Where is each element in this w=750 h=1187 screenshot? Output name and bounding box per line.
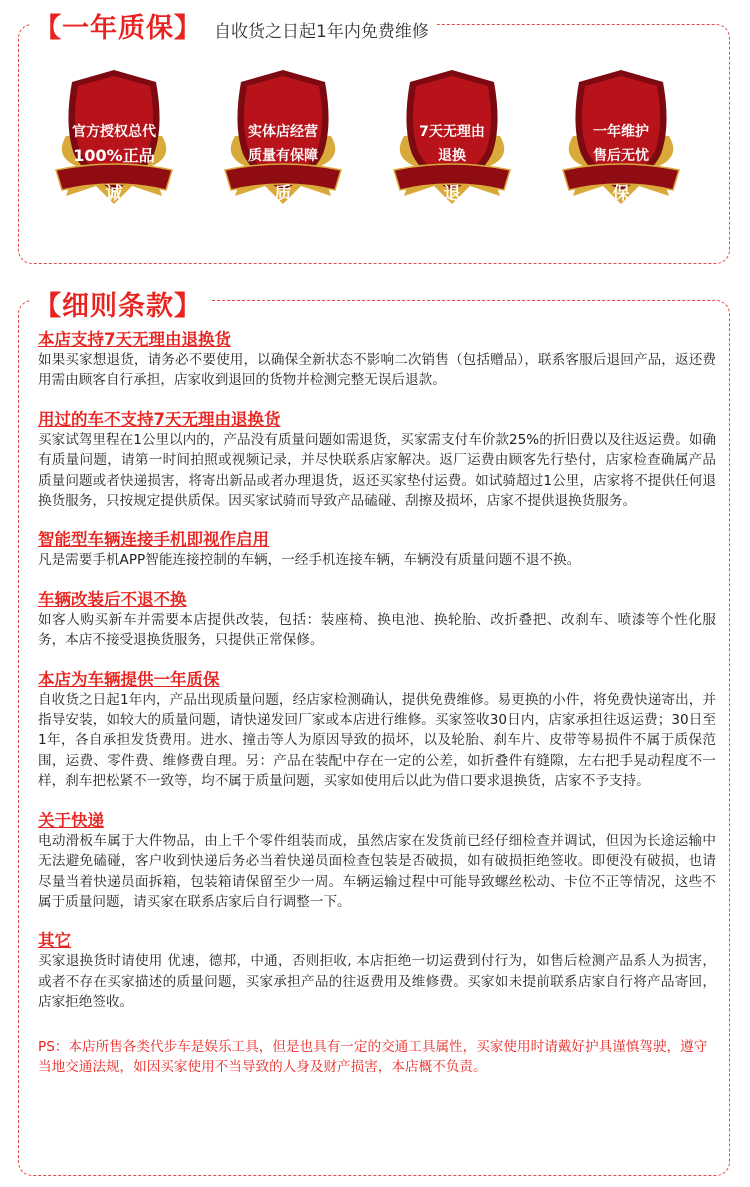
section-title: 关于快递 [38,810,104,830]
section-body: 电动滑板车属于大件物品，由上千个零件组装而成，虽然店家在发货前已经仔细检查并调试，但因为长途运输中无法避免磕碰，客户收到快递后务必当着快递员面检查包装是否破损，如有破损拒绝签收。即便没有破损，也请尽量当着快递员面拆箱，包装箱请保留至少一周。车辆运输过程中可能导致螺丝松动、卡位不正等情况，这些不属于质量问题，请买家在联系店家后自行调整一下。 [38,832,716,910]
section-body: 买家退换货时请使用 优速，德邦，中通，否则拒收, 本店拒绝一切运费到付行为，如售后检测产品系人为损害，或者不存在买家描述的质量问题，买家承担产品的往返费用及维修费。买家如未提前联系店家自行将产品寄回，店家拒绝签收。 [38,953,716,1011]
warranty-subtitle: 自收货之日起1年内免费维修 [214,22,429,42]
ps-disclaimer: PS：本店所售各类代步车是娱乐工具，但是也具有一定的交通工具属性，买家使用时请戴好护具谨慎驾驶，遵守当地交通法规，如因买家使用不当导致的人身及财产损害，本店概不负责。 [38,1038,708,1075]
badge-warranty [553,66,689,212]
section-title: 智能型车辆连接手机即视作启用 [38,530,269,550]
terms-section [38,931,716,1012]
badge-line2: 售后无忧 [593,148,649,164]
section-body: 如果买家想退货，请务必不要使用，以确保全新状态不影响二次销售（包括赠品），联系客服后退回产品，返还费用需由顾客自行承担，店家收到退回的货物并检测完整无误后退款。 [38,352,716,389]
badge-return [384,66,520,212]
terms-content [38,330,716,1077]
badge-line1: 一年维护 [593,124,649,140]
badge-ribbon: 保 [612,184,630,204]
badge-line1: 实体店经营 [248,124,318,140]
terms-header [30,284,210,323]
section-title: 其它 [38,931,71,951]
badge-line2: 100%正品 [73,146,155,165]
terms-section [38,330,716,391]
badge-ribbon: 诚 [105,184,123,204]
warranty-tag: 【一年质保】 [34,13,202,44]
section-title: 车辆改装后不退不换 [38,589,187,609]
badge-row [46,66,702,216]
badge-line2: 退换 [438,148,466,164]
badge-store [215,66,351,212]
badge-ribbon: 质 [274,184,292,204]
section-body: 买家试驾里程在1公里以内的，产品没有质量问题如需退货，买家需支付车价款25%的折旧费以及往返运费。如确有质量问题，请第一时间拍照或视频记录，并尽快联系店家解决。返厂运费由顾客先行垫付，店家检查确属产品质量问题或者快递损害，将寄出新品或者办理退货，返还买家垫付运费。如试骑超过1公里，店家将不提供任何退换货服务，只按规定提供质保。因买家试骑而导致产品磕碰、刮擦及损坏，店家不提供退换货服务。 [38,431,716,510]
badge-line1: 7天无理由 [419,124,485,140]
terms-section [38,590,716,651]
section-title: 用过的车不支持7天无理由退换货 [38,409,281,429]
terms-section [38,530,716,570]
badge-ribbon: 退 [443,184,461,204]
terms-tag: 【细则条款】 [34,291,202,322]
terms-section [38,410,716,512]
section-title: 本店为车辆提供一年质保 [38,669,220,689]
section-title: 本店支持7天无理由退换货 [38,330,231,349]
badge-authentic [46,66,182,212]
section-body: 如客人购买新车并需要本店提供改装，包括：装座椅、换电池、换轮胎、改折叠把、改刹车、喷漆等个性化服务，本店不接受退换货服务，只提供正常保修。 [38,611,716,649]
badge-line1: 官方授权总代 [72,124,156,140]
terms-section [38,670,716,792]
terms-section [38,811,716,913]
warranty-header [30,6,437,45]
badge-line2: 质量有保障 [248,148,318,164]
section-body: 凡是需要手机APP智能连接控制的车辆，一经手机连接车辆，车辆没有质量问题不退不换。 [38,552,581,569]
section-body: 自收货之日起1年内，产品出现质量问题，经店家检测确认，提供免费维修。易更换的小件，将免费快递寄出，并指导安装，如较大的质量问题，请快递发回厂家或本店进行维修。买家签收30日内，店家承担往返运费；30日至1年，各自承担发货费用。进水、撞击等人为原因导致的损坏，以及轮胎、刹车片、皮带等易损件不属于质保范围，运费、零件费、维修费自理。另：产品在装配中存在一定的公差，如折叠件有缝隙，左右把手晃动程度不一样，刹车把松紧不一致等，均不属于质量问题，买家如使用后以此为借口要求退换货，店家不予支持。 [38,691,716,790]
